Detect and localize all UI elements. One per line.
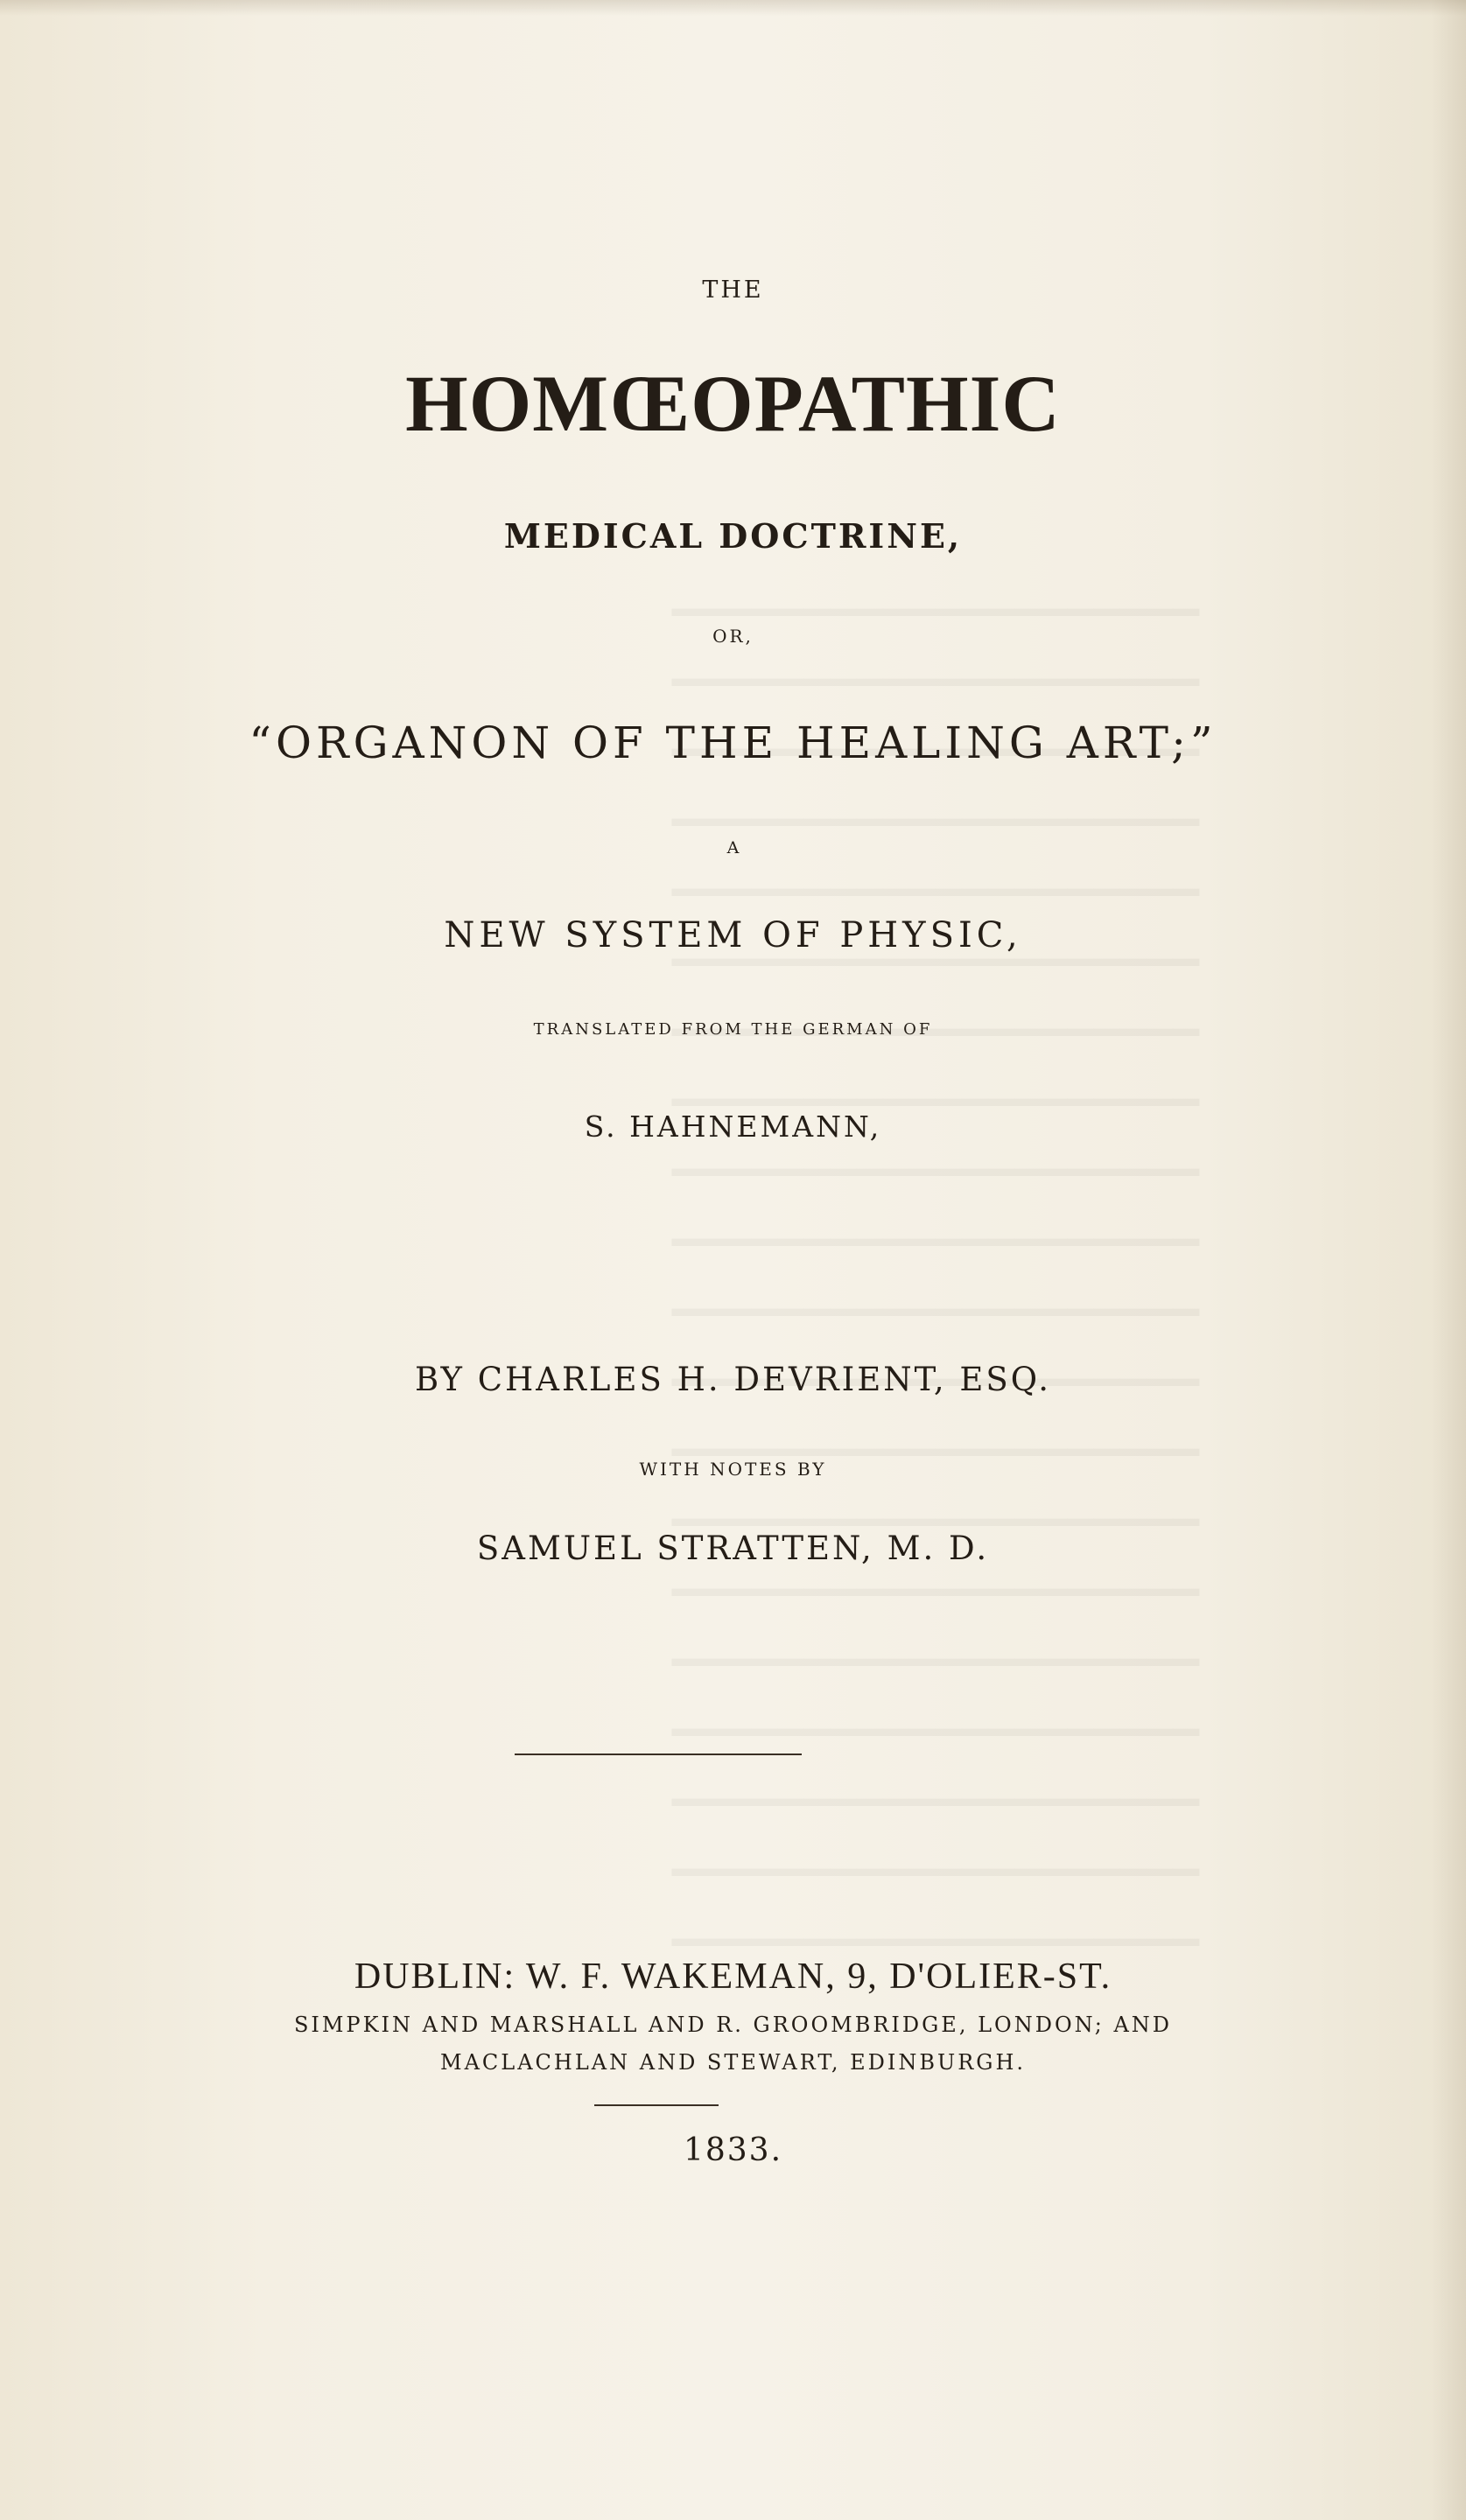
article-a: A: [726, 838, 740, 858]
main-title: HOMŒOPATHIC: [405, 359, 1061, 448]
distributors-line-2: MACLACHLAN AND STEWART, EDINBURGH.: [440, 2050, 1026, 2075]
distributors-line-1: SIMPKIN AND MARSHALL AND R. GROOMBRIDGE, LONDON; AND: [293, 2012, 1173, 2037]
divider-rule: [515, 1754, 802, 1755]
page-edge-shadow: [0, 0, 1466, 16]
divider-rule-short: [594, 2104, 719, 2106]
publisher-line: DUBLIN: W. F. WAKEMAN, 9, D'OLIER-ST.: [354, 1956, 1112, 1997]
subtitle: MEDICAL DOCTRINE,: [503, 516, 963, 556]
bleed-through-texture: [131, 578, 1199, 1978]
title-article: THE: [702, 276, 764, 304]
translator-line: BY CHARLES H. DEVRIENT, ESQ.: [415, 1361, 1051, 1398]
system-subtitle: NEW SYSTEM OF PHYSIC,: [444, 915, 1022, 956]
alternate-title: “ORGANON OF THE HEALING ART;”: [249, 718, 1217, 768]
publication-year: 1833.: [683, 2132, 783, 2168]
annotator-line: SAMUEL STRATTEN, M. D.: [476, 1530, 990, 1567]
or-connector: OR,: [712, 626, 754, 647]
translated-from-line: TRANSLATED FROM THE GERMAN OF: [533, 1020, 933, 1039]
with-notes-by-line: WITH NOTES BY: [639, 1459, 827, 1480]
original-author: S. HAHNEMANN,: [584, 1110, 882, 1144]
